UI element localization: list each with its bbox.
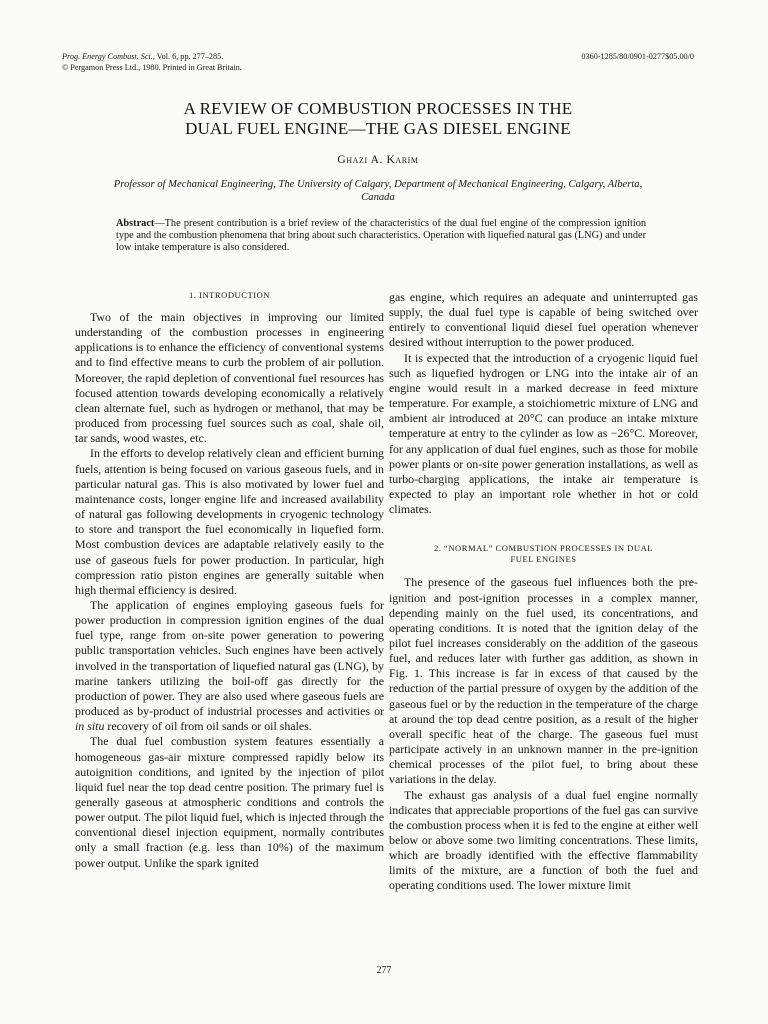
author-name: Ghazi A. Karim [337, 154, 419, 166]
article-code: 0360-1285/80/0901-0277$05.00/0 [581, 52, 694, 61]
affiliation-line-1: Professor of Mechanical Engineering, The University of Calgary, Department of Mechanical Engineering, Calgary, Alberta, [113, 179, 643, 190]
section-heading-introduction: 1. INTRODUCTION [188, 290, 271, 300]
heading-line-1: 2. “NORMAL” COMBUSTION PROCESSES IN DUAL [433, 543, 654, 554]
abstract [116, 218, 646, 255]
paragraph: The presence of the gaseous fuel influences both the pre-ignition and post-ignition processes in a complex manner, depending mainly on the fuel used, its concentrations, and operating conditions. It is noted that the ignition delay of the pilot fuel increases considerably on the addition of the gaseous fuel, and reduces later with further gas addition, as shown in Fig. 1. This increase is far in excess of that caused by the reduction of the partial pressure of oxygen by the addition of the gaseous fuel or by the reduction in the temperature of the charge at around the top dead centre position, as a result of the higher overall specific heat of the charge. The gaseous fuel must participate actively in an unknown manner in the pre-ignition chemical processes of the pilot fuel, to bring about these variations in the delay. [389, 575, 698, 787]
paragraph-continued: gas engine, which requires an adequate and uninterrupted gas supply, the dual fuel type is capable of being switched over entirely to conventional liquid diesel fuel operation whenever desired without interruption to the power produced. [389, 290, 698, 350]
heading-line-2: FUEL ENGINES [510, 554, 577, 565]
title-line-2: DUAL FUEL ENGINE—THE GAS DIESEL ENGINE [185, 119, 571, 138]
abstract-label: Abstract [116, 218, 155, 229]
article-title [62, 99, 694, 139]
volume-pages: , Vol. 6, pp. 277–285. [152, 52, 224, 61]
italic-term: in situ [75, 719, 105, 734]
section-heading-normal-combustion [389, 543, 698, 565]
title-line-1: A REVIEW OF COMBUSTION PROCESSES IN THE [183, 99, 573, 118]
journal-name: Prog. Energy Combust. Sci. [62, 52, 153, 61]
paragraph: In the efforts to develop relatively clean and efficient burning fuels, attention is being focused on various gaseous fuels, and in particular natural gas. This is also motivated by lower fuel and maintenance costs, longer engine life and increased availability of natural gas following developments in cryogenic technology to store and transport the fuel economically in liquefied form. Most combustion devices are adaptable relatively easily to the use of gaseous fuels for power production. In particular, high compression ratio piston engines are generally suitable when high thermal efficiency is desired. [75, 446, 384, 597]
paragraph: It is expected that the introduction of a cryogenic liquid fuel such as liquefied hydrogen or LNG into the intake air of an engine would result in a marked decrease in feed mixture temperature. For example, a stoichiometric mixture of LNG and ambient air introduced at 20°C can produce an intake mixture temperature at entry to the cylinder as low as −26°C. Moreover, for any application of dual fuel engines, such as those for mobile power plants or on-site power generation installations, as well as turbo-charging applications, the intake air temperature is expected to play an important role whether in hot or cold climates. [389, 350, 698, 517]
paragraph: The dual fuel combustion system features essentially a homogeneous gas-air mixture compressed rapidly below its autoignition conditions, and ignited by the injection of pilot liquid fuel near the top dead centre position. The primary fuel is generally gaseous at atmospheric conditions and controls the power output. The pilot liquid fuel, which is injected through the conventional diesel injection equipment, normally contributes only a small fraction (e.g. less than 10%) of the maximum power output. Unlike the spark ignited [75, 734, 384, 870]
affiliation-line-2: Canada [361, 191, 395, 203]
left-column [75, 290, 384, 871]
right-column [389, 290, 698, 894]
paragraph [75, 598, 384, 734]
paragraph: The exhaust gas analysis of a dual fuel engine normally indicates that appreciable proportions of the fuel gas can survive the combustion process when it is fed to the engine at either well below or above some two limiting concentrations. These limits, which are broadly identified with the effective flammability limits of the mixture, are a function of both the fuel and operating conditions used. The lower mixture limit [389, 787, 698, 893]
paragraph-text: The application of engines employing gaseous fuels for power production in compression ignition engines of the dual fuel type, range from on-site power generation to powering public transportation vehicles. Such engines have been actively involved in the transportation of liquefied natural gas (LNG), by marine tankers utilizing the boil-off gas directly for the production of power. They are also used where gaseous fuels are produced as by-product of industrial processes and activities or [75, 597, 384, 719]
author-affiliation [62, 179, 694, 204]
paragraph: Two of the main objectives in improving our limited understanding of the combustion processes in engineering applications is to enhance the efficiency of conventional systems and to find effective means to curb the problem of air pollution. Moreover, the rapid depletion of conventional fuel resources has focused attention towards developing economically a relatively clean alternate fuel, such as hydrogen or methanol, that may be produced from processing fuel sources such as coal, shale oil, tar sands, wood wastes, etc. [75, 310, 384, 446]
running-header-citation [62, 52, 242, 73]
abstract-text: —The present contribution is a brief review of the characteristics of the dual fuel engine of the compression ignition type and the combustion phenomena that bring about such characteristics. Operation with liquefied natural gas (LNG) and under low intake temperature is also considered. [116, 218, 646, 254]
paragraph-text: recovery of oil from oil sands or oil shales. [104, 719, 312, 734]
copyright-line: © Pergamon Press Ltd., 1980. Printed in Great Britain. [62, 62, 242, 72]
page-number: 277 [376, 965, 392, 976]
